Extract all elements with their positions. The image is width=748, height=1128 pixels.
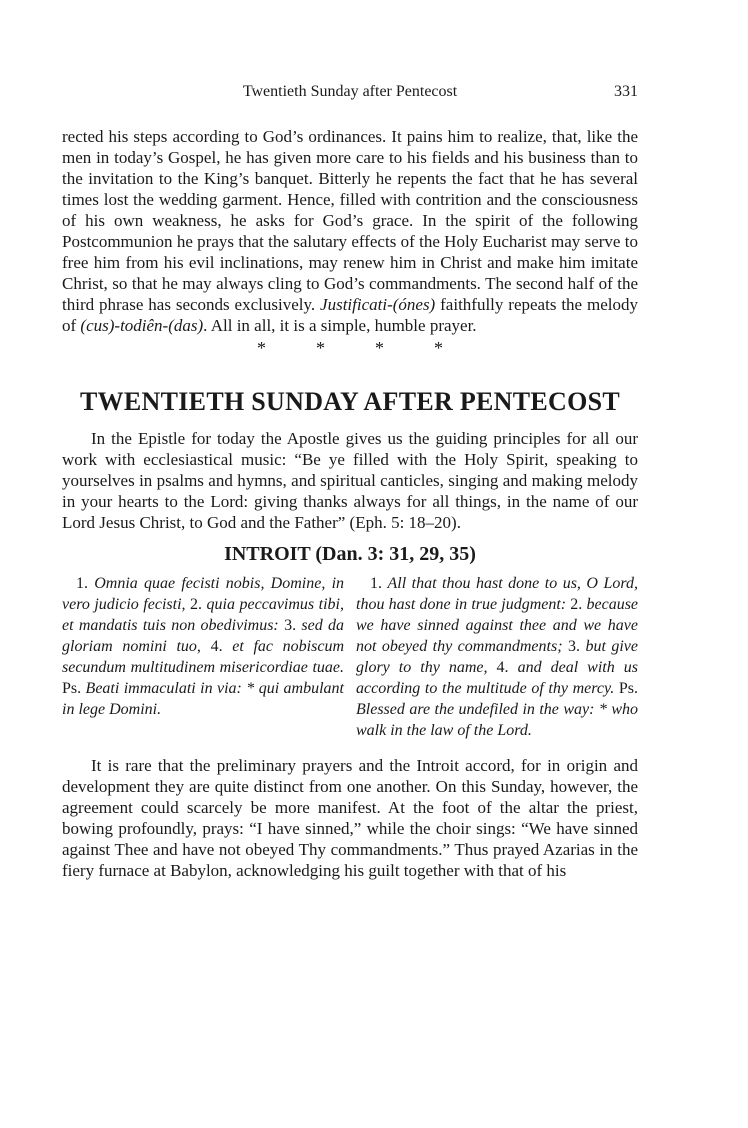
- running-title: Twentieth Sunday after Pentecost: [242, 83, 458, 100]
- text-run: faithfully repeats the melody of: [62, 295, 638, 335]
- italic-run: but give glory to thy name,: [356, 638, 639, 676]
- italic-run: Blessed are the undefiled in the way: * who walk in the law of the Lord.: [356, 701, 638, 739]
- text-run: 1.: [370, 575, 388, 592]
- latin-column: [62, 573, 344, 741]
- text-run: 3.: [278, 617, 302, 634]
- italic-run: quia peccavimus tibi, et mandatis tuis non obedivimus:: [62, 596, 344, 634]
- italic-run: Justificati-(ónes): [320, 295, 436, 314]
- italic-run: All that thou hast done to us, O Lord, thou hast done in true judgment:: [356, 575, 639, 613]
- text-run: . All in all, it is a simple, humble prayer.: [203, 316, 477, 335]
- section-separator: [62, 338, 638, 358]
- separator-asterisk: *: [316, 338, 325, 358]
- text-run: Ps.: [62, 680, 86, 697]
- text-run: 1.: [76, 575, 95, 592]
- text-run: 2.: [185, 596, 207, 613]
- text-run: 3.: [562, 638, 586, 655]
- english-column: [356, 573, 638, 741]
- italic-run: et fac nobiscum secundum multitudinem misericordiae tuae.: [62, 638, 345, 676]
- introit-columns: [62, 573, 638, 741]
- separator-asterisk: *: [257, 338, 266, 358]
- italic-run: Beati immaculati in via: * qui ambulant in lege Domini.: [62, 680, 345, 718]
- separator-asterisk: *: [375, 338, 384, 358]
- commentary-paragraph: It is rare that the preliminary prayers and the Introit accord, for in origin and development they are quite distinct from one another. On this Sunday, however, the agreement could scarcely be more manifest. At the foot of the altar the priest, bowing profoundly, prays: “I have sinned,” while the choir sings: “We have sinned against Thee and have not obeyed Thy commandments.” Thus prayed Azarias in the fiery furnace at Babylon, acknowledging his guilt together with that of his: [62, 756, 638, 880]
- text-run: 2.: [566, 596, 587, 613]
- italic-run: because we have sinned against thee and we have not obeyed thy commandments;: [356, 596, 639, 655]
- epistle-paragraph: In the Epistle for today the Apostle gives us the guiding principles for all our work with ecclesiastical music: “Be ye filled with the Holy Spirit, speaking to yourselves in psalms and hymns, and spiritual canticles, singing and making melody in your hearts to the Lord: giving thanks always for all things, in the name of our Lord Jesus Christ, to God and the Father” (Eph. 5: 18–20).: [62, 429, 638, 532]
- page-number: 331: [614, 83, 638, 100]
- book-page: [62, 80, 638, 881]
- chapter-title: TWENTIETH SUNDAY AFTER PENTECOST: [79, 387, 621, 416]
- running-head: [62, 80, 638, 104]
- english-text: [356, 573, 638, 741]
- introit-heading: [62, 541, 638, 567]
- italic-run: Omnia quae fecisti nobis, Domine, in vero judicio fecisti,: [62, 575, 345, 613]
- introit-reference: (Dan. 3: 31, 29, 35): [315, 543, 476, 565]
- text-run: Ps.: [614, 680, 639, 697]
- separator-asterisk: *: [434, 338, 443, 358]
- text-run: 4.: [200, 638, 233, 655]
- text-run: rected his steps according to God’s ordinances. It pains him to realize, that, like the men in today’s Gospel, he has given more care to his fields and his business than to the invitation to the King’s banquet. Bitterly he repents the fact that he has several times lost the wedding garment. Hence, filled with contrition and the consciousness of his own weakness, he asks for God’s grace. In the spirit of the following Postcommunion he prays that the salutary effects of the Holy Eucharist may serve to free him from his evil inclinations, may renew him in Christ and make him imitate Christ, so that he may always cling to God’s commandments. The second half of the third phrase has seconds exclusively.: [62, 127, 638, 314]
- latin-text: [62, 573, 344, 720]
- italic-run: sed da gloriam nomini tuo,: [62, 617, 345, 655]
- continuation-paragraph: [62, 126, 638, 336]
- text-run: 4.: [487, 659, 518, 676]
- italic-run: (cus)-todiên-(das): [80, 316, 204, 335]
- italic-run: and deal with us according to the multitude of thy mercy.: [356, 659, 639, 697]
- introit-label: INTROIT: [224, 543, 311, 565]
